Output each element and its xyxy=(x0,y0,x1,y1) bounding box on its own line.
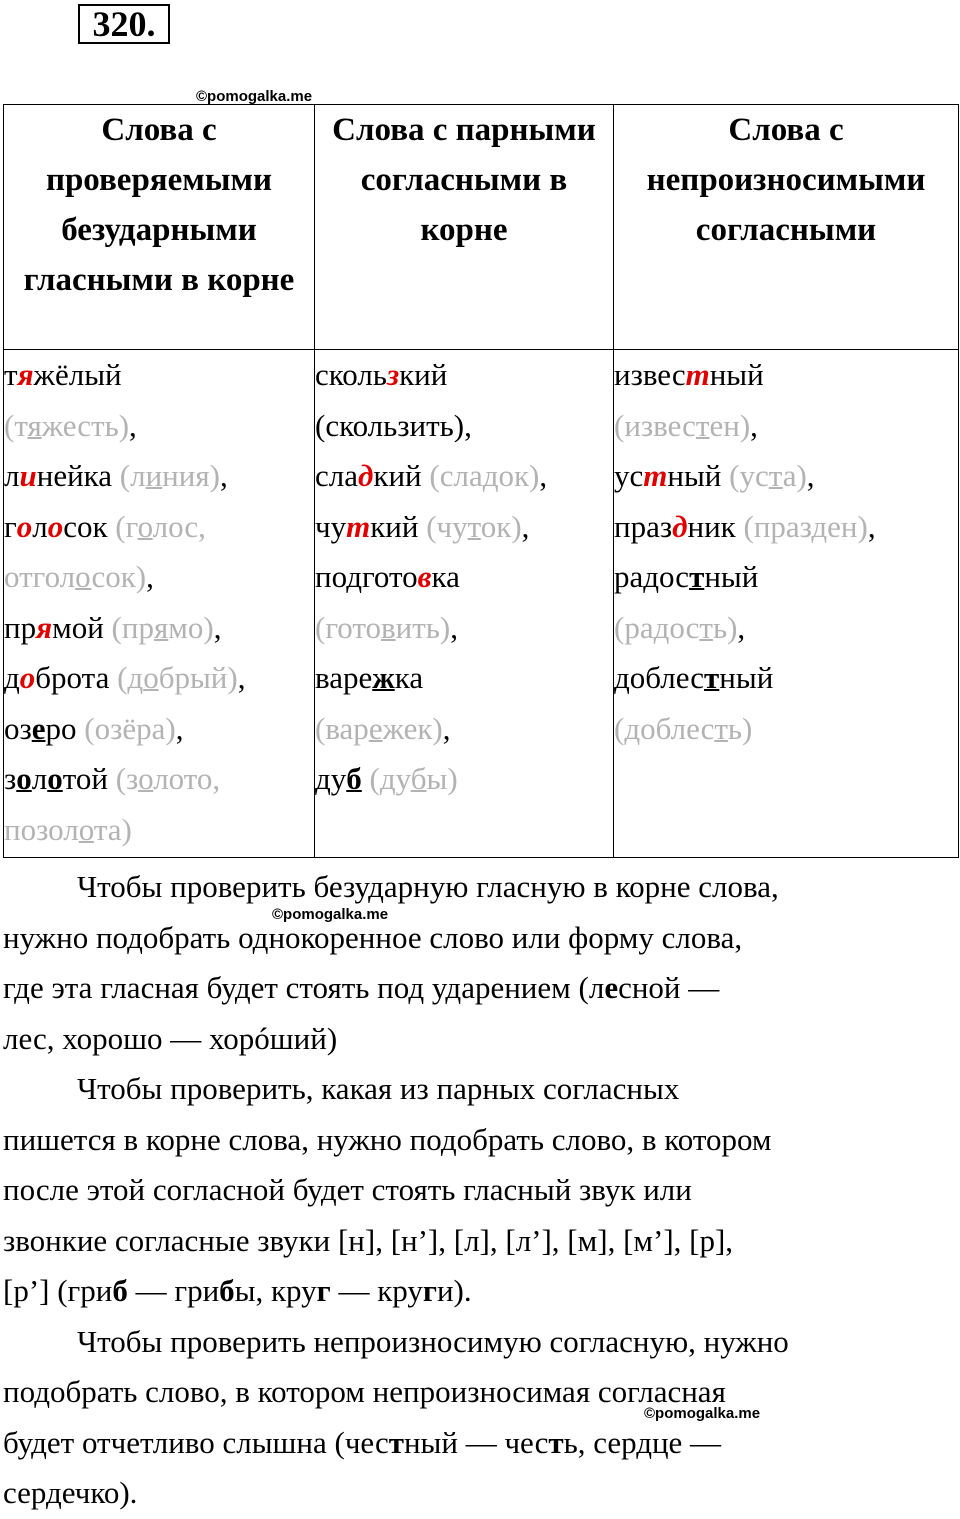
spelling-table xyxy=(3,104,959,858)
col1-cell xyxy=(4,350,315,858)
list-item: прямой (прямо), xyxy=(4,609,222,645)
list-item: голосок (голос, xyxy=(4,508,206,544)
list-item: скользкий xyxy=(315,357,448,392)
explanation-text xyxy=(3,862,958,1519)
list-item: (доблесть) xyxy=(614,710,753,746)
list-item: (известен), xyxy=(614,407,758,443)
list-item: чуткий (чуток), xyxy=(315,508,530,544)
text-line: Чтобы проверить безударную гласную в корне слова, xyxy=(77,869,779,904)
list-item: (радость), xyxy=(614,609,746,645)
list-item: доброта (добрый), xyxy=(4,660,246,695)
list-item: устный (уста), xyxy=(614,458,815,493)
list-item: (скользить), xyxy=(315,407,472,443)
header-col3: Слова с непроизносимыми согласными xyxy=(614,105,959,350)
text-line: подобрать слово, в котором непроизносимая согласная xyxy=(3,1374,726,1409)
text-line: Чтобы проверить, какая из парных согласных xyxy=(77,1071,680,1106)
watermark: ©pomogalka.me xyxy=(272,906,389,923)
text-line: Чтобы проверить непроизносимую согласную, нужно xyxy=(77,1323,789,1359)
list-item: доблестный xyxy=(614,660,774,695)
list-item: дуб (дубы) xyxy=(315,761,458,796)
list-item: сладкий (сладок), xyxy=(315,458,548,493)
list-item: (варежек), xyxy=(315,710,451,746)
list-item: известный xyxy=(614,357,764,392)
header-col2: Слова с парными согласными в корне xyxy=(315,105,614,350)
watermark: ©pomogalka.me xyxy=(196,88,313,105)
text-line: нужно подобрать однокоренное слово или форму слова, xyxy=(3,919,743,955)
text-line: [р’] (гриб — грибы, круг — круги). xyxy=(3,1273,472,1308)
list-item: (тяжесть), xyxy=(4,407,137,443)
paragraph-silent-consonants xyxy=(3,1317,958,1519)
paragraph-paired-consonants xyxy=(3,1064,958,1317)
list-item: позолота) xyxy=(4,811,132,847)
list-item: праздник (празден), xyxy=(614,508,876,544)
table-header-row xyxy=(4,105,959,350)
header-col1: Слова с проверяемыми безударными гласными в корне xyxy=(4,105,315,350)
list-item: варежка xyxy=(315,660,424,695)
list-item: линейка (линия), xyxy=(4,458,228,493)
list-item: озеро (озёра), xyxy=(4,710,184,746)
text-line: пишется в корне слова, нужно подобрать слово, в котором xyxy=(3,1121,772,1157)
col3-cell xyxy=(614,350,959,858)
text-line: будет отчетливо слышна (честный — честь, сердце — xyxy=(3,1424,722,1460)
table-body-row xyxy=(4,350,959,858)
paragraph-vowels xyxy=(3,862,958,1064)
text-line: сердечко). xyxy=(3,1475,138,1510)
text-line: звонкие согласные звуки [н], [н’], [л], [л’], [м], [м’], [р], xyxy=(3,1222,734,1258)
list-item: золотой (золото, xyxy=(4,761,221,796)
list-item: (готовить), xyxy=(315,609,458,645)
col2-cell xyxy=(315,350,614,858)
list-item: тяжёлый xyxy=(4,357,122,392)
list-item: подготовка xyxy=(315,559,460,594)
list-item: отголосок), xyxy=(4,559,154,594)
text-line: после этой согласной будет стоять гласный звук или xyxy=(3,1172,692,1207)
watermark: ©pomogalka.me xyxy=(644,1405,761,1422)
text-line: где эта гласная будет стоять под ударением (лесной — xyxy=(3,970,720,1005)
list-item: радостный xyxy=(614,559,759,594)
text-line: лес, хорошо — хорóший) xyxy=(3,1020,338,1056)
task-number: 320. xyxy=(78,4,170,44)
